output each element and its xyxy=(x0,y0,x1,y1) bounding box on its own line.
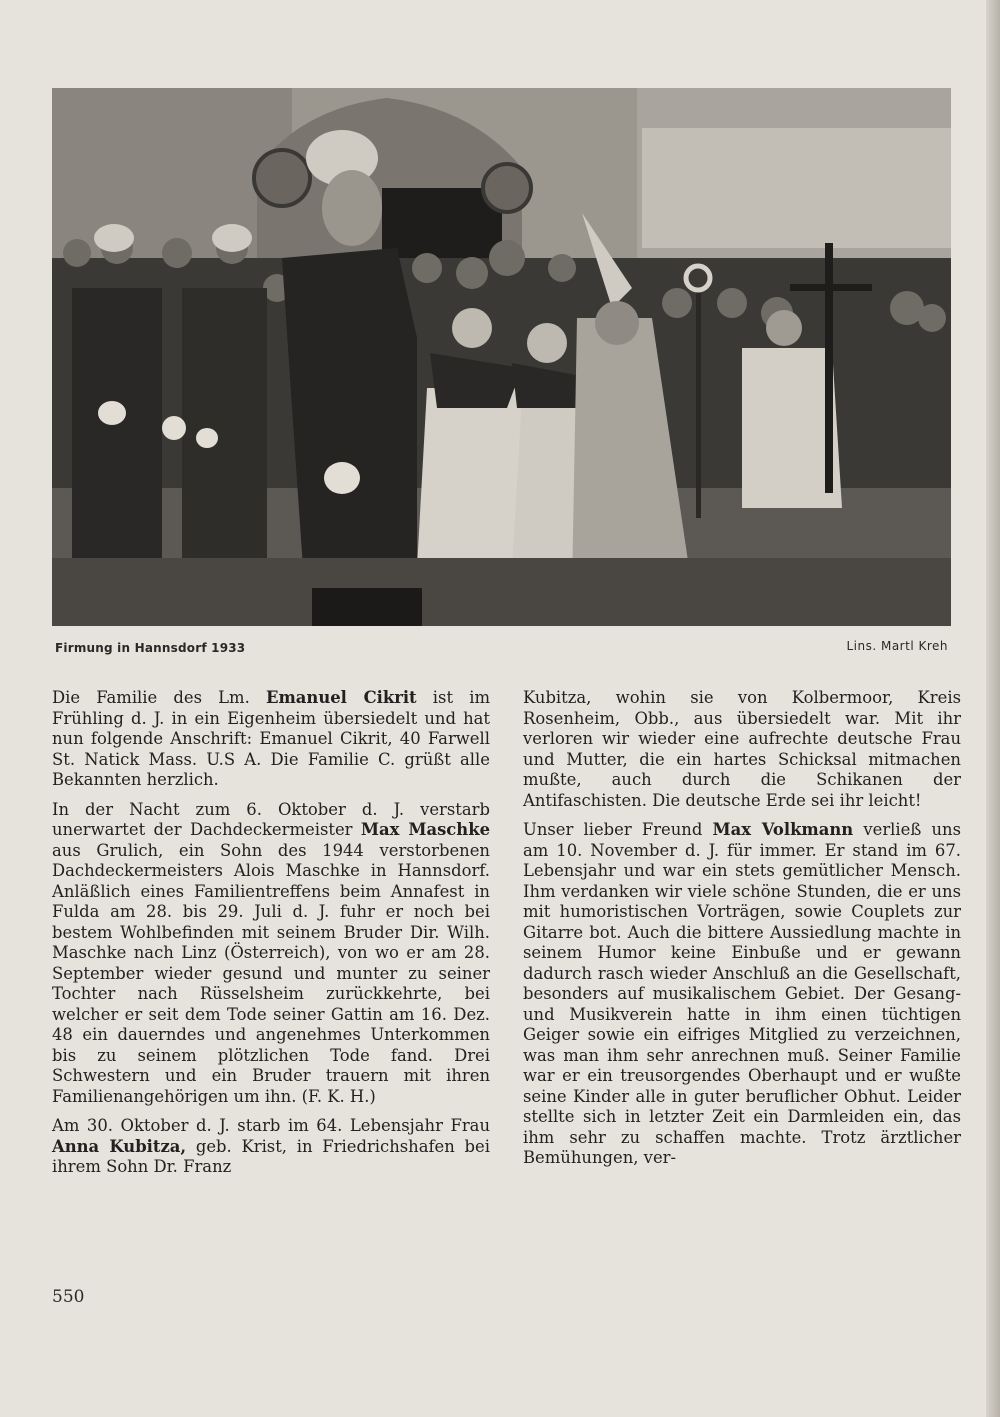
photograph xyxy=(52,88,951,626)
page-number: 550 xyxy=(52,1287,85,1307)
text-run: Kubitza, wohin sie von Kolbermoor, Kreis Rosenheim, Obb., aus übersiedelt war. Mit ihr verloren wir wieder eine aufrechte deutsche Frau und Mutter, die ein hartes Schicksal mitmachen mußte, auch durch die Schikanen der Antifaschisten. Die deutsche Erde sei ihr leicht! xyxy=(523,688,961,810)
text-run: Unser lieber Freund xyxy=(523,820,713,839)
paragraph xyxy=(52,1116,490,1178)
text-run: geb. Krist, in Friedrichshafen bei ihrem Sohn Dr. Franz xyxy=(52,1136,490,1176)
paragraph xyxy=(52,688,490,791)
text-run: In der Nacht zum 6. Oktober d. J. verstarb unerwartet der Dachdeckermeister xyxy=(52,799,490,839)
left-column xyxy=(52,688,490,1187)
text-run: aus Grulich, ein Sohn des 1944 verstorbenen Dachdeckermeisters Alois Maschke in Hannsdorf. Anläßlich eines Familientreffens beim Annafest in Fulda am 28. bis 29. Juli d. J. fuhr er noch bei bestem Wohlbefinden mit seinem Bruder Dir. Wilh. Maschke nach Linz (Österreich), von wo er am 28. September wieder gesund und munter zu seiner Tochter nach Rüsselsheim zurückkehrte, bei welcher er seit dem Tode seiner Gattin am 16. Dez. 48 ein dauerndes und angenehmes Unterkommen bis zu seinem plötzlichen Tode fand. Drei Schwestern und ein Bruder trauern mit ihren Familienangehörigen um ihn. (F. K. H.) xyxy=(52,840,490,1106)
text-run: ist im Frühling d. J. in ein Eigenheim übersiedelt und hat nun folgende Anschrift: Emanuel Cikrit, 40 Farwell St. Natick Mass. U.S A. Die Familie C. grüßt alle Bekannten herzlich. xyxy=(52,688,490,789)
paragraph xyxy=(523,688,961,811)
bold-name: Anna Kubitza, xyxy=(52,1136,187,1156)
paragraph xyxy=(523,820,961,1169)
bold-name: Max Volkmann xyxy=(712,820,854,839)
paragraph xyxy=(52,800,490,1108)
page-edge-shadow xyxy=(986,0,1000,1417)
photo-caption: Firmung in Hannsdorf 1933 xyxy=(55,641,246,655)
right-column xyxy=(523,688,961,1178)
text-run: Die Familie des Lm. xyxy=(52,688,266,707)
bold-name: Emanuel Cikrit xyxy=(265,688,417,707)
text-run: verließ uns am 10. November d. J. für immer. Er stand im 67. Lebensjahr und war ein stets gemütlicher Mensch. Ihm verdanken wir viele schöne Stunden, die er uns mit humoristischen Vorträgen, sowie Couplets zur Gitarre bot. Auch die bittere Aussiedlung machte in seinem Humor keine Einbuße und er gewann dadurch rasch wieder Anschluß an die Gesellschaft, besonders auf musikalischem Gebiet. Der Gesang- und Musikverein hatte in ihm einen tüchtigen Geiger sowie ein eifriges Mitglied zu verzeichnen, was man ihm sehr anrechnen muß. Seiner Familie war er ein treusorgendes Oberhaupt und er wußte seine Kinder alle in guter beruflicher Obhut. Leider stellte sich in letzter Zeit ein Darmleiden ein, das ihm sehr zu schaffen machte. Trotz ärztlicher Bemühungen, ver- xyxy=(523,820,961,1167)
photo-credit: Lins. Martl Kreh xyxy=(846,639,948,653)
bold-name: Max Maschke xyxy=(360,820,490,839)
text-run: Am 30. Oktober d. J. starb im 64. Lebensjahr Frau xyxy=(52,1116,490,1135)
